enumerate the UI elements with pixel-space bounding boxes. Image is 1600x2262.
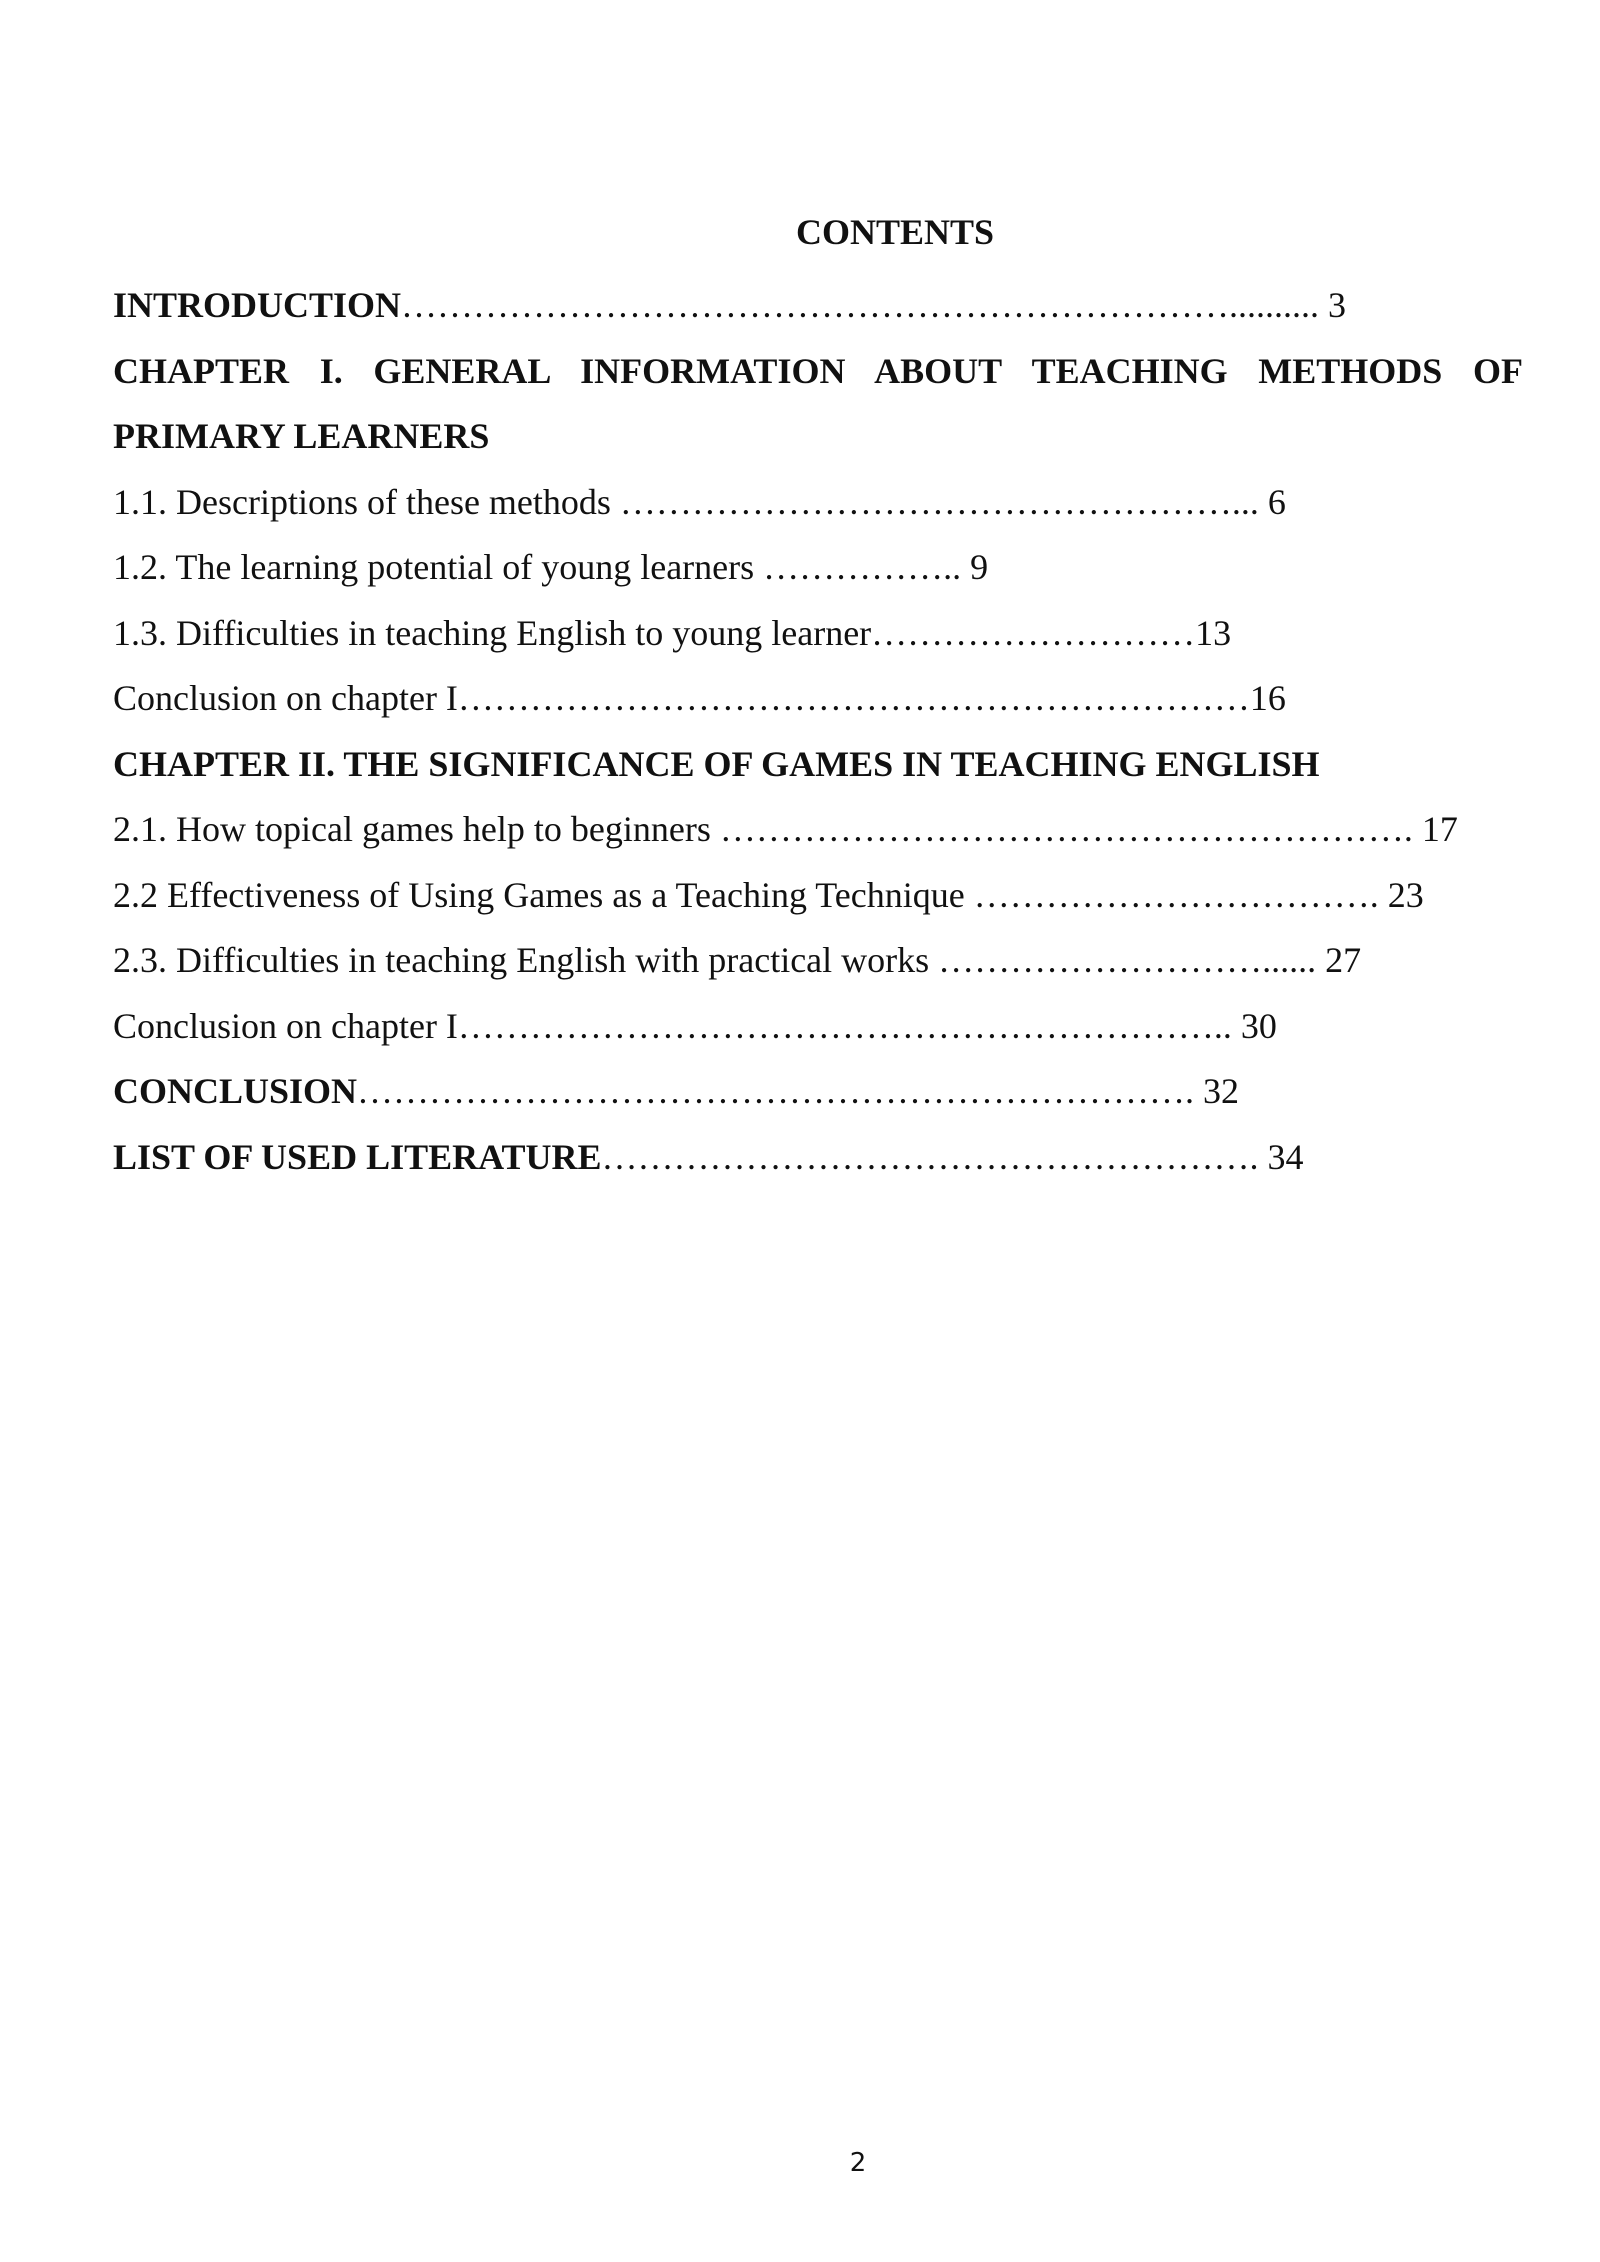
- toc-page-number: 30: [1240, 1005, 1277, 1046]
- toc-entry-2-3: [113, 928, 1523, 994]
- toc-page-number: 17: [1421, 809, 1458, 849]
- toc-page-number: 6: [1267, 481, 1286, 522]
- toc-entry-label: 1.3. Difficulties in teaching English to young learner: [113, 612, 872, 653]
- toc-entry-1-2: [113, 535, 1523, 601]
- toc-entry-conclusion-chapter-1: [113, 666, 1523, 732]
- toc-chapter-title-line2: PRIMARY LEARNERS: [113, 416, 490, 456]
- toc-leader-dots: ……………………………………………….: [601, 1136, 1268, 1177]
- toc-leader-dots: ………………………………………………….: [719, 809, 1422, 849]
- toc-entry-literature: [113, 1125, 1523, 1191]
- table-of-contents: [113, 273, 1523, 1190]
- toc-entry-label: 1.2. The learning potential of young learners: [113, 547, 764, 587]
- toc-leader-dots: ……………………………………………………………..........: [401, 285, 1329, 325]
- toc-leader-dots: ……………..: [763, 547, 971, 587]
- toc-page-number: 13: [1195, 612, 1232, 653]
- toc-entry-label: INTRODUCTION: [113, 285, 402, 325]
- toc-chapter-title-line1: CHAPTER I. GENERAL INFORMATION ABOUT TEACHING METHODS OF: [113, 350, 1523, 391]
- toc-page-number: 9: [970, 547, 989, 587]
- toc-entry-1-1: [113, 470, 1523, 536]
- toc-entry-label: 2.1. How topical games help to beginners: [113, 809, 720, 849]
- toc-leader-dots: ……………………………………………...: [619, 481, 1268, 522]
- toc-entry-label: 1.1. Descriptions of these methods: [113, 481, 620, 522]
- toc-entry-introduction: [113, 273, 1523, 339]
- toc-page-number: 34: [1267, 1136, 1304, 1177]
- toc-entry-label: Conclusion on chapter I: [113, 678, 458, 718]
- toc-entry-2-1: [113, 797, 1523, 863]
- toc-leader-dots: …………………………………………………………: [457, 678, 1250, 718]
- toc-leader-dots: ………………………………………………………..: [457, 1005, 1241, 1046]
- contents-heading: CONTENTS: [795, 212, 995, 252]
- toc-entry-conclusion: [113, 1059, 1523, 1125]
- toc-page-number: 16: [1249, 678, 1286, 718]
- toc-entry-label: LIST OF USED LITERATURE: [113, 1136, 602, 1177]
- toc-entry-label: CONCLUSION: [113, 1071, 358, 1111]
- toc-entry-chapter-2: [113, 732, 1523, 798]
- toc-leader-dots: ………………………......: [938, 940, 1326, 980]
- toc-leader-dots: ………………………: [871, 612, 1196, 653]
- toc-entry-label: 2.2 Effectiveness of Using Games as a Teaching Technique: [113, 874, 974, 915]
- toc-entry-label: 2.3. Difficulties in teaching English with practical works: [113, 940, 939, 980]
- toc-entry-conclusion-chapter-2: [113, 994, 1523, 1060]
- page-number: 2: [849, 2148, 867, 2178]
- toc-leader-dots: …………………………….: [973, 874, 1388, 915]
- toc-leader-dots: …………………………………………………………….: [357, 1071, 1204, 1111]
- toc-page-number: 27: [1325, 940, 1362, 980]
- toc-page-number: 32: [1203, 1071, 1240, 1111]
- toc-page-number: 23: [1387, 874, 1424, 915]
- toc-entry-1-3: [113, 601, 1523, 667]
- toc-entry-chapter-1: [113, 339, 1523, 470]
- toc-chapter-title: CHAPTER II. THE SIGNIFICANCE OF GAMES IN TEACHING ENGLISH: [113, 743, 1320, 784]
- toc-entry-2-2: [113, 863, 1523, 929]
- toc-page-number: 3: [1328, 285, 1347, 325]
- toc-entry-label: Conclusion on chapter I: [113, 1005, 458, 1046]
